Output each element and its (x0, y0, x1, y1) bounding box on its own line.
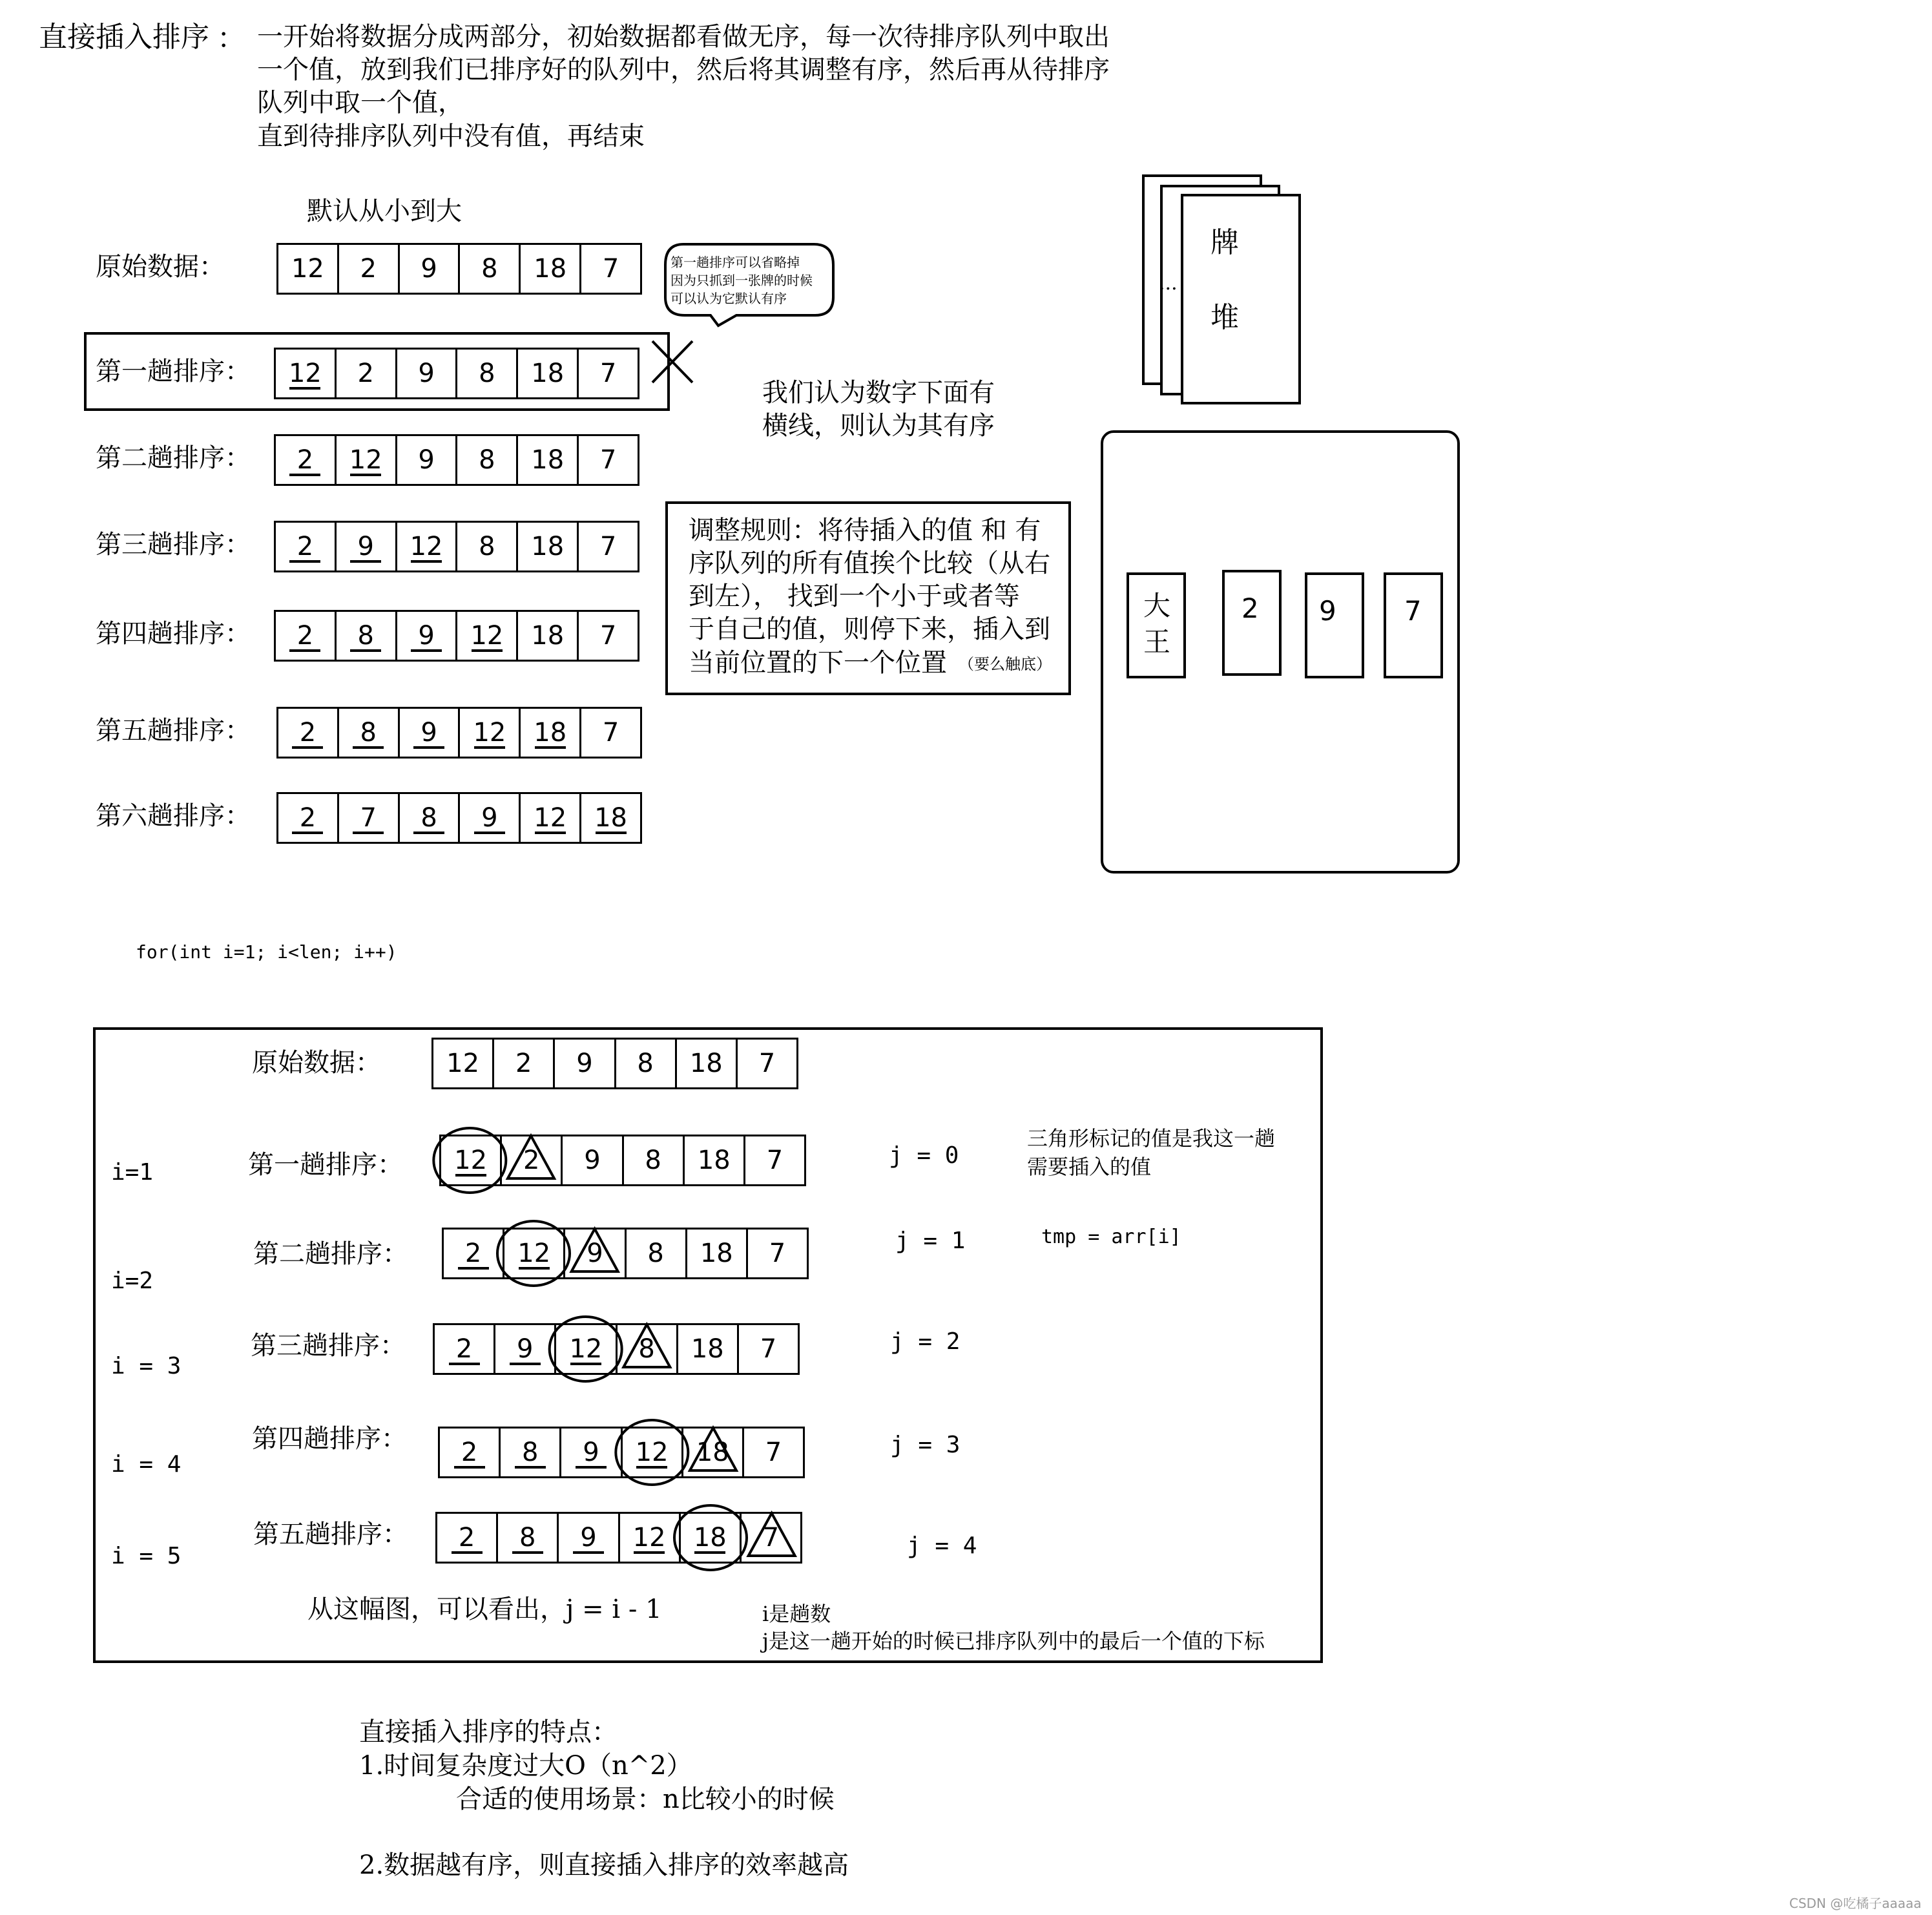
bottom-original-label: 原始数据： (252, 1048, 381, 1078)
cell-value: 8 (479, 445, 495, 475)
description-line-2: 一个值，放到我们已排序好的队列中，然后将其调整有序，然后再从待排序 (257, 55, 1110, 85)
bubble-line-1: 第一趟排序可以省略掉 (670, 255, 800, 270)
i-value-label: i = 3 (111, 1353, 182, 1379)
joker-char-2: 王 (1143, 626, 1171, 658)
joker-char-1: 大 (1143, 590, 1171, 622)
bubble-line-2: 因为只抓到一张牌的时候 (670, 273, 813, 288)
j-value-label: j = 0 (889, 1142, 959, 1169)
cell-value: 9 (418, 359, 435, 388)
rule-small-note: （要么触底） (959, 655, 1052, 673)
cell-value: 18 (531, 532, 565, 561)
page-title: 直接插入排序 (39, 21, 209, 54)
cell-value: 2 (464, 1239, 482, 1268)
cell-value: 18 (691, 1334, 724, 1364)
cell-value: 9 (583, 1438, 599, 1467)
j-circle-mark (674, 1505, 747, 1570)
cell-value: 12 (569, 1334, 603, 1364)
top-row-label: 第五趟排序： (96, 716, 251, 746)
cell-value: 12 (632, 1523, 666, 1553)
cell-value: 8 (637, 1049, 654, 1078)
cell-value: 8 (479, 359, 495, 388)
insert-triangle-mark (749, 1513, 795, 1556)
hand-card-2-value: 2 (1241, 592, 1259, 624)
feature-item-2: 2.数据越有序，则直接插入排序的效率越高 (359, 1850, 849, 1880)
cell-value: 12 (291, 254, 324, 284)
cell-value: 2 (360, 254, 377, 284)
cell-value: 2 (299, 718, 317, 748)
cell-value: 9 (481, 803, 498, 833)
hand-card-7-value: 7 (1404, 595, 1422, 627)
cell-value: 8 (647, 1239, 664, 1268)
cell-value: 18 (531, 621, 565, 651)
cell-value: 8 (519, 1523, 536, 1553)
cell-value: 7 (599, 445, 617, 475)
cell-value: 9 (421, 254, 437, 284)
cell-value: 8 (481, 254, 498, 284)
pass-label: 第二趟排序： (253, 1239, 408, 1269)
insert-triangle-mark (690, 1428, 736, 1470)
i-value-label: i=1 (111, 1159, 154, 1186)
description-line-3: 队列中取一个值， (257, 88, 464, 118)
cell-value: 8 (357, 621, 374, 651)
feature-item-1-sub: 合适的使用场景：n比较小的时候 (456, 1784, 835, 1814)
cell-value: 12 (473, 718, 506, 748)
cell-value: 7 (602, 718, 619, 748)
cell-value: 2 (296, 532, 314, 561)
cell-value: 18 (531, 445, 565, 475)
j-circle-mark (616, 1420, 688, 1485)
j-value-label: j = 4 (907, 1533, 977, 1559)
title-colon: ： (217, 22, 245, 55)
rule-line-3: 到左）， 找到一个小于或者等 (689, 581, 1020, 611)
cell-value: 12 (470, 621, 504, 651)
cell-value: 7 (760, 1334, 777, 1364)
cell-value: 7 (599, 532, 617, 561)
cell-value: 2 (515, 1049, 532, 1078)
cell-value: 8 (522, 1438, 539, 1467)
cell-value: 2 (458, 1523, 475, 1553)
insert-triangle-mark (623, 1324, 670, 1367)
pile-char-2: 堆 (1210, 301, 1239, 334)
rule-line-1: 调整规则：将待插入的值 和 有 (689, 516, 1041, 545)
cell-value: 12 (534, 803, 567, 833)
cell-value: 2 (299, 803, 317, 833)
cell-value: 8 (645, 1146, 661, 1175)
insert-triangle-mark (508, 1136, 554, 1178)
cell-value: 18 (531, 359, 565, 388)
top-row-label: 第四趟排序： (96, 619, 251, 649)
cell-value: 18 (700, 1239, 733, 1268)
cell-value: 9 (418, 445, 435, 475)
top-row-label: 第三趟排序： (96, 530, 251, 560)
i-meaning-note: i是趟数 (762, 1602, 831, 1626)
pile-ellipsis: ... (1159, 272, 1178, 295)
top-row-label: 第一趟排序： (96, 357, 251, 386)
i-value-label: i=2 (111, 1268, 154, 1294)
pass-label: 第五趟排序： (253, 1520, 408, 1549)
rule-line-2: 序队列的所有值挨个比较（从右 (689, 549, 1050, 578)
cell-value: 18 (689, 1049, 723, 1078)
cell-value: 2 (296, 621, 314, 651)
j-value-label: j = 3 (890, 1432, 961, 1458)
j-circle-mark (497, 1221, 570, 1286)
cell-value: 7 (602, 254, 619, 284)
cell-value: 12 (446, 1049, 480, 1078)
cell-value: 7 (599, 359, 617, 388)
cell-value: 9 (587, 1239, 603, 1268)
cell-value: 8 (638, 1334, 655, 1364)
tmp-assignment: tmp = arr[i] (1041, 1226, 1181, 1248)
j-circle-mark (433, 1128, 506, 1193)
cell-value: 8 (421, 803, 437, 833)
i-value-label: i = 5 (111, 1543, 182, 1569)
rule-line-4: 于自己的值，则停下来，插入到 (689, 614, 1050, 644)
underline-note-line-1: 我们认为数字下面有 (762, 378, 995, 408)
cell-value: 9 (421, 718, 437, 748)
cell-value: 7 (758, 1049, 776, 1078)
default-order-label: 默认从小到大 (307, 196, 462, 226)
features-title: 直接插入排序的特点： (359, 1717, 618, 1747)
hand-card-9-value: 9 (1319, 595, 1336, 627)
cell-value: 7 (766, 1146, 784, 1175)
cell-value: 9 (418, 621, 435, 651)
cell-value: 18 (697, 1146, 731, 1175)
cell-value: 18 (534, 254, 567, 284)
watermark: CSDN @吃橘子aaaaa (1789, 1896, 1922, 1911)
top-row-label: 第六趟排序： (96, 801, 251, 831)
pile-char-1: 牌 (1210, 226, 1239, 259)
cell-value: 12 (349, 445, 382, 475)
triangle-note-line-2: 需要插入的值 (1027, 1155, 1152, 1179)
rule-line-5: 当前位置的下一个位置 (689, 648, 947, 678)
cell-value: 18 (594, 803, 627, 833)
cell-value: 9 (580, 1523, 597, 1553)
cell-value: 2 (461, 1438, 478, 1467)
i-value-label: i = 4 (111, 1451, 182, 1478)
top-row-label: 原始数据： (96, 252, 225, 282)
cell-value: 12 (635, 1438, 669, 1467)
j-value-label: j = 1 (895, 1228, 966, 1254)
j-value-label: j = 2 (890, 1328, 961, 1355)
cell-value: 9 (357, 532, 374, 561)
cell-value: 18 (693, 1523, 727, 1553)
description-line-1: 一开始将数据分成两部分，初始数据都看做无序，每一次待排序队列中取出 (257, 22, 1110, 52)
description-line-4: 直到待排序队列中没有值，再结束 (257, 121, 645, 151)
cell-value: 7 (599, 621, 617, 651)
bubble-line-3: 可以认为它默认有序 (670, 291, 787, 306)
cell-value: 12 (288, 359, 322, 388)
cell-value: 18 (534, 718, 567, 748)
cell-value: 9 (584, 1146, 601, 1175)
feature-item-1: 1.时间复杂度过大O（n^2） (359, 1751, 692, 1781)
pass-label: 第一趟排序： (248, 1150, 403, 1180)
cell-value: 8 (479, 532, 495, 561)
underline-note-line-2: 横线，则认为其有序 (762, 411, 995, 441)
cell-value: 2 (523, 1146, 540, 1175)
j-circle-mark (550, 1317, 622, 1381)
cell-value: 2 (455, 1334, 473, 1364)
cell-value: 7 (360, 803, 377, 833)
cell-value: 7 (762, 1523, 780, 1553)
pass-label: 第三趟排序： (251, 1331, 406, 1361)
cell-value: 18 (696, 1438, 729, 1467)
for-loop-code: for(int i=1; i<len; i++) (136, 941, 397, 963)
conclusion-text: 从这幅图，可以看出，j = i - 1 (307, 1595, 662, 1624)
cell-value: 7 (769, 1239, 786, 1268)
cell-value: 12 (517, 1239, 551, 1268)
cell-value: 12 (454, 1146, 488, 1175)
triangle-note-line-1: 三角形标记的值是我这一趟 (1027, 1126, 1276, 1151)
insert-triangle-mark (572, 1229, 618, 1271)
pass-label: 第四趟排序： (252, 1424, 407, 1454)
cell-value: 2 (357, 359, 374, 388)
cell-value: 2 (296, 445, 314, 475)
top-row-label: 第二趟排序： (96, 443, 251, 473)
cell-value: 7 (765, 1438, 782, 1467)
j-meaning-note: j是这一趟开始的时候已排序队列中的最后一个值的下标 (762, 1629, 1265, 1653)
cell-value: 8 (360, 718, 377, 748)
cell-value: 9 (576, 1049, 593, 1078)
cell-value: 9 (517, 1334, 534, 1364)
cell-value: 12 (410, 532, 443, 561)
